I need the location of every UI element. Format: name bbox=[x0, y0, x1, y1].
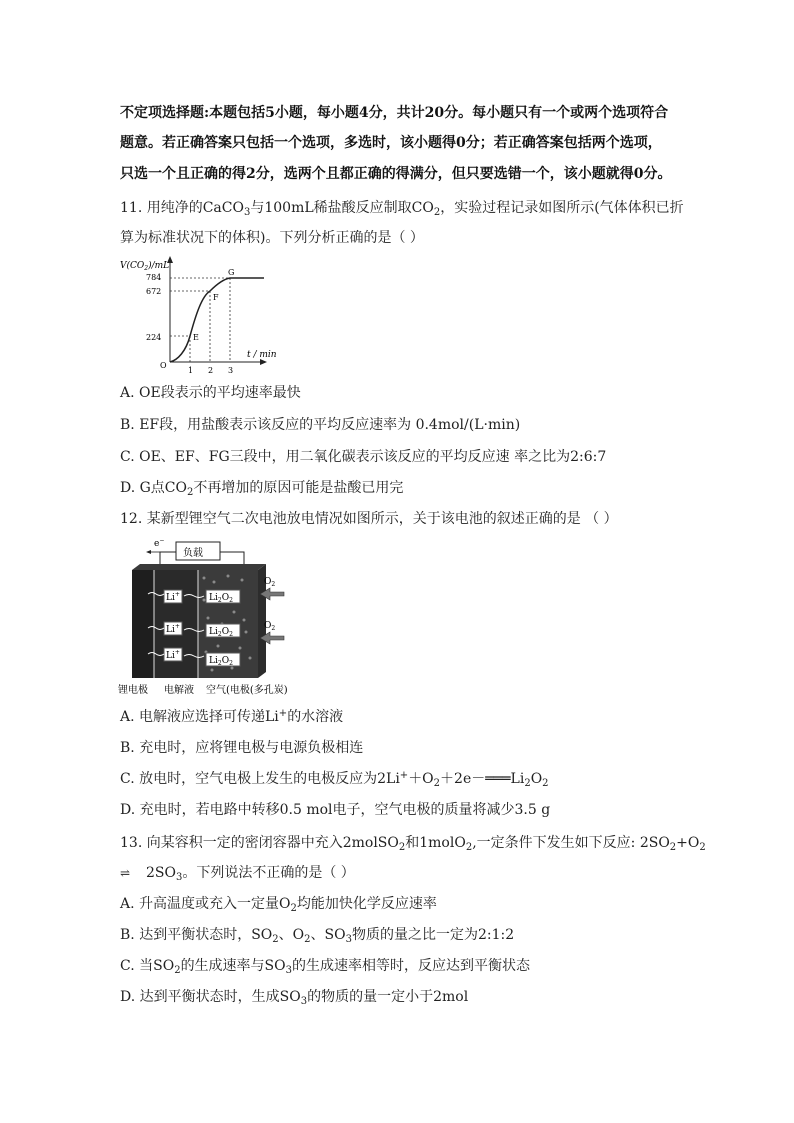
o2-label-2: $O_2$ bbox=[264, 621, 276, 632]
equilibrium-arrow-icon: ⇌ bbox=[120, 866, 129, 880]
q13-option-d[interactable]: D. 达到平衡状态时，生成$SO_3$的物质的量一定小于2mol bbox=[120, 989, 469, 1007]
electron-label: e− bbox=[154, 537, 165, 549]
li-electrode-label: 锂电极 bbox=[118, 685, 148, 696]
q12-option-b[interactable]: B. 充电时，应将锂电极与电源负极相连 bbox=[120, 740, 364, 756]
x-tick-1: 1 bbox=[188, 366, 194, 374]
instructions-line-1: 不定项选择题:本题包括5小题，每小题4分，共计20分。每小题只有一个或两个选项符合 bbox=[120, 105, 669, 121]
o2-label-1: $O_2$ bbox=[264, 577, 276, 588]
q12-option-a[interactable]: A. 电解液应选择可传递Li+的水溶液 bbox=[120, 708, 344, 725]
q11-option-c[interactable]: C. OE、EF、FG三段中，用二氧化碳表示该反应的平均反应速 率之比为2:6:7 bbox=[120, 449, 607, 465]
instructions-line-3: 只选一个且正确的得2分，选两个且都正确的得满分，但只要选错一个，该小题就得0分。 bbox=[120, 166, 672, 182]
battery-top bbox=[132, 564, 266, 570]
y-tick-672: 672 bbox=[146, 287, 162, 296]
li-ion-label-3: Li+ bbox=[166, 649, 180, 661]
q13-option-b[interactable]: B. 达到平衡状态时，$SO_2$、$O_2$、$SO_3$物质的量之比一定为2:1:2 bbox=[120, 927, 515, 945]
q11-option-b[interactable]: B. EF段，用盐酸表示该反应的平均反应速率为 0.4mol/(L·min) bbox=[120, 417, 521, 433]
q11-stem-2: 算为标准状况下的体积)。下列分析正确的是（ ） bbox=[120, 230, 424, 246]
load-label: 负载 bbox=[183, 548, 203, 559]
q13-stem: 13. 向某容积一定的密闭容器中充入2molSO$_2$和1molO$_2$,一定条件下发生如下反应: $2SO_2+O_2$ bbox=[120, 835, 706, 853]
q11-option-a[interactable]: A. OE段表示的平均速率最快 bbox=[120, 385, 301, 401]
point-e-label: E bbox=[193, 333, 199, 342]
li2o2-label-1: $Li_2O_2$ bbox=[209, 593, 233, 604]
co2-volume-graph bbox=[120, 256, 280, 374]
q11-option-d[interactable]: D. G点$CO_2$不再增加的原因可能是盐酸已用完 bbox=[120, 480, 404, 498]
point-f-label: F bbox=[213, 293, 219, 302]
q13-option-c[interactable]: C. 当$SO_2$的生成速率与$SO_3$的生成速率相等时，反应达到平衡状态 bbox=[120, 958, 531, 976]
x-tick-3: 3 bbox=[228, 366, 234, 374]
li2o2-label-3: $Li_2O_2$ bbox=[209, 656, 233, 667]
q12-option-d[interactable]: D. 充电时，若电路中转移0.5 mol电子，空气电极的质量将减少3.5 g bbox=[120, 802, 551, 818]
y-axis-label: $V(CO_2)/mL$ bbox=[120, 261, 170, 272]
electrolyte-label: 电解液 bbox=[164, 685, 194, 696]
q13-option-a[interactable]: A. 升高温度或充入一定量$O_2$均能加快化学反应速率 bbox=[120, 896, 437, 914]
li-ion-label-2: Li+ bbox=[166, 623, 180, 635]
y-tick-784: 784 bbox=[146, 273, 162, 282]
point-g-label: G bbox=[228, 268, 235, 277]
li2o2-label-2: $Li_2O_2$ bbox=[209, 627, 233, 638]
q11-stem: 11. 用纯净的CaCO$_3$与100mL稀盐酸反应制取$CO_2$，实验过程记录如图所示(气体体积已折 bbox=[120, 200, 684, 218]
q12-option-c[interactable]: C. 放电时，空气电极上发生的电极反应为$2Li^++O_2+2e-═══Li_2O_2$ bbox=[120, 770, 549, 789]
lithium-air-battery-diagram bbox=[118, 534, 303, 699]
q13-stem-2: ⇌ $2SO_3$。下列说法不正确的是（ ） bbox=[120, 865, 355, 883]
x-axis-label: t / min bbox=[247, 350, 277, 360]
x-tick-2: 2 bbox=[208, 366, 214, 374]
y-tick-224: 224 bbox=[146, 333, 162, 342]
instructions-line-2: 题意。若正确答案只包括一个选项，多选时，该小题得0分；若正确答案包括两个选项， bbox=[120, 135, 662, 151]
air-electrode-label: 空气(电极(多孔炭) bbox=[206, 685, 288, 696]
origin-label: O bbox=[160, 361, 167, 370]
electron-arrow-head bbox=[146, 550, 151, 554]
li-ion-label-1: Li+ bbox=[166, 591, 180, 603]
q12-stem: 12. 某新型锂空气二次电池放电情况如图所示，关于该电池的叙述正确的是 （ ） bbox=[120, 511, 618, 527]
